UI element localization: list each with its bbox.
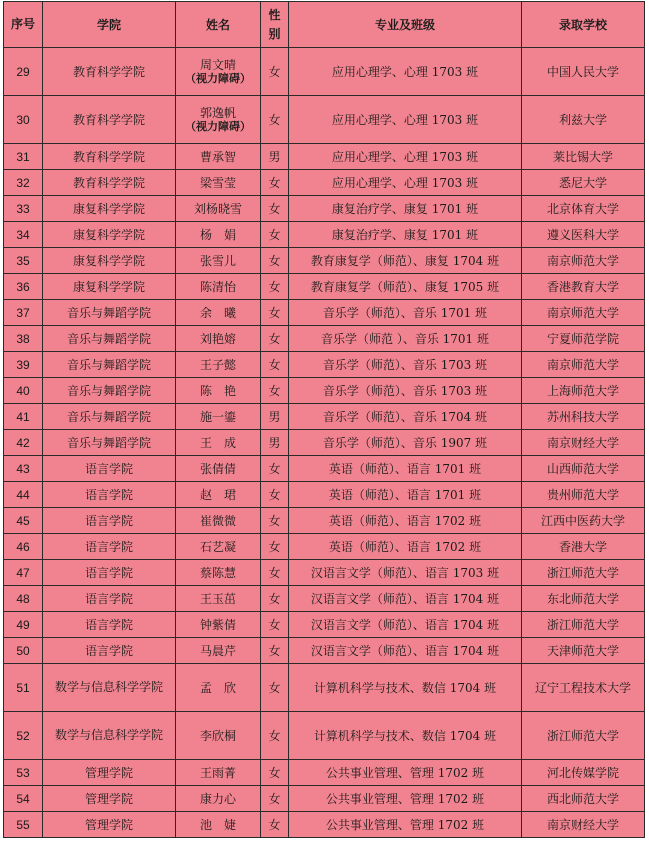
cell-school: 贵州师范大学 bbox=[522, 482, 645, 508]
cell-name bbox=[176, 96, 261, 144]
cell-no: 41 bbox=[4, 404, 43, 430]
cell-major: 康复治疗学、康复 1701 班 bbox=[289, 196, 522, 222]
cell-college: 语言学院 bbox=[43, 456, 176, 482]
cell-gender: 女 bbox=[261, 760, 289, 786]
student-name: 马晨芹 bbox=[199, 643, 236, 658]
cell-major: 教育康复学（师范）、康复 1705 班 bbox=[289, 274, 522, 300]
cell-gender: 女 bbox=[261, 222, 289, 248]
cell-gender: 女 bbox=[261, 534, 289, 560]
cell-name bbox=[176, 300, 261, 326]
header-gender: 性别 bbox=[261, 2, 289, 48]
cell-school: 遵义医科大学 bbox=[522, 222, 645, 248]
cell-no: 48 bbox=[4, 586, 43, 612]
cell-college: 康复科学学院 bbox=[43, 196, 176, 222]
cell-school: 南京师范大学 bbox=[522, 352, 645, 378]
cell-no: 30 bbox=[4, 96, 43, 144]
table-row bbox=[4, 638, 645, 664]
student-name: 陈清怡 bbox=[199, 279, 236, 294]
cell-gender: 女 bbox=[261, 786, 289, 812]
cell-gender: 女 bbox=[261, 482, 289, 508]
cell-major: 英语（师范）、语言 1702 班 bbox=[289, 534, 522, 560]
cell-college: 语言学院 bbox=[43, 508, 176, 534]
cell-name bbox=[176, 144, 261, 170]
cell-college: 音乐与舞蹈学院 bbox=[43, 352, 176, 378]
cell-name bbox=[176, 170, 261, 196]
cell-college: 音乐与舞蹈学院 bbox=[43, 300, 176, 326]
student-name: 张雪儿 bbox=[199, 253, 236, 268]
cell-college: 教育科学学院 bbox=[43, 48, 176, 96]
cell-name bbox=[176, 274, 261, 300]
table-body bbox=[4, 48, 645, 838]
cell-major: 汉语言文学（师范）、语言 1704 班 bbox=[289, 586, 522, 612]
cell-name bbox=[176, 812, 261, 838]
cell-college: 音乐与舞蹈学院 bbox=[43, 430, 176, 456]
cell-gender: 女 bbox=[261, 612, 289, 638]
cell-gender: 女 bbox=[261, 300, 289, 326]
cell-major: 公共事业管理、管理 1702 班 bbox=[289, 812, 522, 838]
table-row bbox=[4, 144, 645, 170]
student-name: 余 曦 bbox=[199, 305, 236, 320]
cell-school: 中国人民大学 bbox=[522, 48, 645, 96]
cell-college: 语言学院 bbox=[43, 638, 176, 664]
cell-name bbox=[176, 482, 261, 508]
student-name: 王 成 bbox=[199, 435, 236, 450]
cell-name bbox=[176, 48, 261, 96]
table-row bbox=[4, 664, 645, 712]
cell-major: 音乐学（师范）、音乐 1703 班 bbox=[289, 352, 522, 378]
table-row bbox=[4, 378, 645, 404]
cell-major: 汉语言文学（师范）、语言 1703 班 bbox=[289, 560, 522, 586]
cell-name bbox=[176, 196, 261, 222]
cell-no: 50 bbox=[4, 638, 43, 664]
cell-no: 51 bbox=[4, 664, 43, 712]
student-name: 钟紫倩 bbox=[199, 617, 236, 632]
cell-college: 教育科学学院 bbox=[43, 96, 176, 144]
cell-major: 英语（师范）、语言 1702 班 bbox=[289, 508, 522, 534]
cell-name bbox=[176, 404, 261, 430]
cell-major: 应用心理学、心理 1703 班 bbox=[289, 48, 522, 96]
cell-school: 山西师范大学 bbox=[522, 456, 645, 482]
cell-name bbox=[176, 664, 261, 712]
cell-no: 31 bbox=[4, 144, 43, 170]
cell-major: 音乐学（师范 ）、音乐 1701 班 bbox=[289, 326, 522, 352]
cell-college: 康复科学学院 bbox=[43, 248, 176, 274]
cell-school: 宁夏师范学院 bbox=[522, 326, 645, 352]
cell-school: 天津师范大学 bbox=[522, 638, 645, 664]
cell-no: 35 bbox=[4, 248, 43, 274]
cell-name bbox=[176, 326, 261, 352]
admission-table bbox=[3, 1, 645, 838]
cell-no: 36 bbox=[4, 274, 43, 300]
cell-no: 42 bbox=[4, 430, 43, 456]
cell-school: 浙江师范大学 bbox=[522, 712, 645, 760]
student-name: 王玉茁 bbox=[199, 591, 236, 606]
student-name: 王子懿 bbox=[199, 357, 236, 372]
cell-no: 47 bbox=[4, 560, 43, 586]
cell-name bbox=[176, 760, 261, 786]
table-row bbox=[4, 326, 645, 352]
student-name: 石艺凝 bbox=[199, 539, 236, 554]
cell-school: 辽宁工程技术大学 bbox=[522, 664, 645, 712]
student-name: 陈 艳 bbox=[199, 383, 236, 398]
cell-major: 音乐学（师范）、音乐 1907 班 bbox=[289, 430, 522, 456]
table-row bbox=[4, 482, 645, 508]
table-row bbox=[4, 248, 645, 274]
table-row bbox=[4, 48, 645, 96]
table-row bbox=[4, 222, 645, 248]
cell-name bbox=[176, 248, 261, 274]
cell-major: 英语（师范）、语言 1701 班 bbox=[289, 456, 522, 482]
student-name: 蔡陈慧 bbox=[199, 565, 236, 580]
cell-major: 音乐学（师范）、音乐 1701 班 bbox=[289, 300, 522, 326]
cell-name bbox=[176, 612, 261, 638]
table-row bbox=[4, 712, 645, 760]
cell-school: 南京师范大学 bbox=[522, 300, 645, 326]
cell-name bbox=[176, 222, 261, 248]
student-name: 周文晴 bbox=[199, 57, 236, 72]
cell-college: 管理学院 bbox=[43, 760, 176, 786]
cell-name bbox=[176, 586, 261, 612]
table-row bbox=[4, 812, 645, 838]
student-name: 王雨菁 bbox=[199, 765, 236, 780]
table-row bbox=[4, 170, 645, 196]
table-row bbox=[4, 300, 645, 326]
cell-college: 数学与信息科学学院 bbox=[43, 712, 176, 760]
cell-major: 康复治疗学、康复 1701 班 bbox=[289, 222, 522, 248]
cell-no: 37 bbox=[4, 300, 43, 326]
table-row bbox=[4, 760, 645, 786]
cell-gender: 男 bbox=[261, 404, 289, 430]
cell-major: 应用心理学、心理 1703 班 bbox=[289, 144, 522, 170]
cell-major: 汉语言文学（师范）、语言 1704 班 bbox=[289, 612, 522, 638]
cell-college: 语言学院 bbox=[43, 586, 176, 612]
header-row bbox=[4, 2, 645, 48]
student-name: 施一鎏 bbox=[199, 409, 236, 424]
cell-gender: 女 bbox=[261, 560, 289, 586]
cell-major: 公共事业管理、管理 1702 班 bbox=[289, 760, 522, 786]
cell-major: 应用心理学、心理 1703 班 bbox=[289, 96, 522, 144]
student-name: 崔微微 bbox=[199, 513, 236, 528]
cell-name bbox=[176, 786, 261, 812]
cell-college: 康复科学学院 bbox=[43, 222, 176, 248]
cell-school: 浙江师范大学 bbox=[522, 560, 645, 586]
cell-gender: 女 bbox=[261, 812, 289, 838]
cell-major: 计算机科学与技术、数信 1704 班 bbox=[289, 664, 522, 712]
cell-no: 49 bbox=[4, 612, 43, 638]
cell-major: 音乐学（师范）、音乐 1704 班 bbox=[289, 404, 522, 430]
cell-school: 悉尼大学 bbox=[522, 170, 645, 196]
cell-college: 教育科学学院 bbox=[43, 144, 176, 170]
student-name: 梁雪莹 bbox=[199, 175, 236, 190]
cell-no: 40 bbox=[4, 378, 43, 404]
cell-no: 55 bbox=[4, 812, 43, 838]
cell-college: 音乐与舞蹈学院 bbox=[43, 404, 176, 430]
cell-school: 浙江师范大学 bbox=[522, 612, 645, 638]
cell-college: 音乐与舞蹈学院 bbox=[43, 326, 176, 352]
cell-name bbox=[176, 508, 261, 534]
cell-major: 音乐学（师范）、音乐 1703 班 bbox=[289, 378, 522, 404]
cell-no: 33 bbox=[4, 196, 43, 222]
cell-school: 西北师范大学 bbox=[522, 786, 645, 812]
table-row bbox=[4, 96, 645, 144]
cell-school: 江西中医药大学 bbox=[522, 508, 645, 534]
cell-gender: 男 bbox=[261, 430, 289, 456]
cell-college: 语言学院 bbox=[43, 560, 176, 586]
header-no: 序号 bbox=[4, 2, 43, 48]
cell-no: 44 bbox=[4, 482, 43, 508]
cell-no: 43 bbox=[4, 456, 43, 482]
cell-gender: 女 bbox=[261, 352, 289, 378]
cell-college: 数学与信息科学学院 bbox=[43, 664, 176, 712]
cell-school: 莱比锡大学 bbox=[522, 144, 645, 170]
cell-no: 46 bbox=[4, 534, 43, 560]
admission-table-sheet bbox=[3, 1, 644, 838]
cell-name bbox=[176, 534, 261, 560]
cell-school: 上海师范大学 bbox=[522, 378, 645, 404]
student-name: 郭逸帆 bbox=[199, 105, 236, 120]
cell-gender: 女 bbox=[261, 664, 289, 712]
cell-no: 52 bbox=[4, 712, 43, 760]
cell-college: 康复科学学院 bbox=[43, 274, 176, 300]
cell-major: 英语（师范）、语言 1701 班 bbox=[289, 482, 522, 508]
cell-name bbox=[176, 560, 261, 586]
table-row bbox=[4, 508, 645, 534]
cell-gender: 女 bbox=[261, 712, 289, 760]
cell-gender: 女 bbox=[261, 48, 289, 96]
cell-name bbox=[176, 456, 261, 482]
table-row bbox=[4, 196, 645, 222]
table-row bbox=[4, 786, 645, 812]
student-name: 张倩倩 bbox=[199, 461, 236, 476]
table-row bbox=[4, 274, 645, 300]
table-row bbox=[4, 560, 645, 586]
cell-college: 教育科学学院 bbox=[43, 170, 176, 196]
cell-gender: 女 bbox=[261, 274, 289, 300]
cell-college: 语言学院 bbox=[43, 482, 176, 508]
table-row bbox=[4, 456, 645, 482]
cell-no: 39 bbox=[4, 352, 43, 378]
cell-school: 河北传媒学院 bbox=[522, 760, 645, 786]
cell-gender: 女 bbox=[261, 508, 289, 534]
cell-major: 计算机科学与技术、数信 1704 班 bbox=[289, 712, 522, 760]
cell-gender: 女 bbox=[261, 456, 289, 482]
cell-no: 34 bbox=[4, 222, 43, 248]
student-name: 李欣桐 bbox=[199, 728, 236, 743]
cell-major: 教育康复学（师范）、康复 1704 班 bbox=[289, 248, 522, 274]
header-major: 专业及班级 bbox=[289, 2, 522, 48]
cell-gender: 女 bbox=[261, 96, 289, 144]
cell-school: 东北师范大学 bbox=[522, 586, 645, 612]
table-row bbox=[4, 612, 645, 638]
disability-note: （视力障碍） bbox=[185, 71, 251, 85]
header-name: 姓名 bbox=[176, 2, 261, 48]
header-college: 学院 bbox=[43, 2, 176, 48]
cell-no: 29 bbox=[4, 48, 43, 96]
cell-college: 语言学院 bbox=[43, 612, 176, 638]
cell-name bbox=[176, 352, 261, 378]
cell-gender: 女 bbox=[261, 170, 289, 196]
disability-note: （视力障碍） bbox=[185, 119, 251, 133]
cell-name bbox=[176, 638, 261, 664]
cell-college: 音乐与舞蹈学院 bbox=[43, 378, 176, 404]
cell-no: 53 bbox=[4, 760, 43, 786]
cell-gender: 女 bbox=[261, 248, 289, 274]
cell-college: 语言学院 bbox=[43, 534, 176, 560]
student-name: 曹承智 bbox=[199, 149, 236, 164]
table-row bbox=[4, 430, 645, 456]
cell-school: 南京师范大学 bbox=[522, 248, 645, 274]
student-name: 刘杨晓雪 bbox=[193, 201, 242, 216]
student-name: 杨 娟 bbox=[199, 227, 236, 242]
cell-major: 汉语言文学（师范）、语言 1704 班 bbox=[289, 638, 522, 664]
student-name: 刘艳嫆 bbox=[199, 331, 236, 346]
cell-school: 南京财经大学 bbox=[522, 812, 645, 838]
cell-school: 南京财经大学 bbox=[522, 430, 645, 456]
cell-school: 北京体育大学 bbox=[522, 196, 645, 222]
cell-gender: 女 bbox=[261, 326, 289, 352]
cell-name bbox=[176, 712, 261, 760]
table-row bbox=[4, 534, 645, 560]
cell-school: 苏州科技大学 bbox=[522, 404, 645, 430]
cell-gender: 女 bbox=[261, 638, 289, 664]
cell-gender: 女 bbox=[261, 378, 289, 404]
header-school: 录取学校 bbox=[522, 2, 645, 48]
cell-gender: 女 bbox=[261, 586, 289, 612]
cell-no: 32 bbox=[4, 170, 43, 196]
student-name: 赵 珺 bbox=[199, 487, 236, 502]
cell-major: 公共事业管理、管理 1702 班 bbox=[289, 786, 522, 812]
table-row bbox=[4, 352, 645, 378]
cell-no: 38 bbox=[4, 326, 43, 352]
cell-gender: 女 bbox=[261, 196, 289, 222]
cell-gender: 男 bbox=[261, 144, 289, 170]
cell-name bbox=[176, 378, 261, 404]
student-name: 康力心 bbox=[199, 791, 236, 806]
table-row bbox=[4, 404, 645, 430]
student-name: 池 婕 bbox=[199, 817, 236, 832]
table-row bbox=[4, 586, 645, 612]
cell-no: 54 bbox=[4, 786, 43, 812]
cell-school: 利兹大学 bbox=[522, 96, 645, 144]
cell-college: 管理学院 bbox=[43, 812, 176, 838]
cell-school: 香港教育大学 bbox=[522, 274, 645, 300]
cell-name bbox=[176, 430, 261, 456]
cell-no: 45 bbox=[4, 508, 43, 534]
cell-major: 应用心理学、心理 1703 班 bbox=[289, 170, 522, 196]
cell-college: 管理学院 bbox=[43, 786, 176, 812]
student-name: 孟 欣 bbox=[199, 680, 236, 695]
cell-school: 香港大学 bbox=[522, 534, 645, 560]
